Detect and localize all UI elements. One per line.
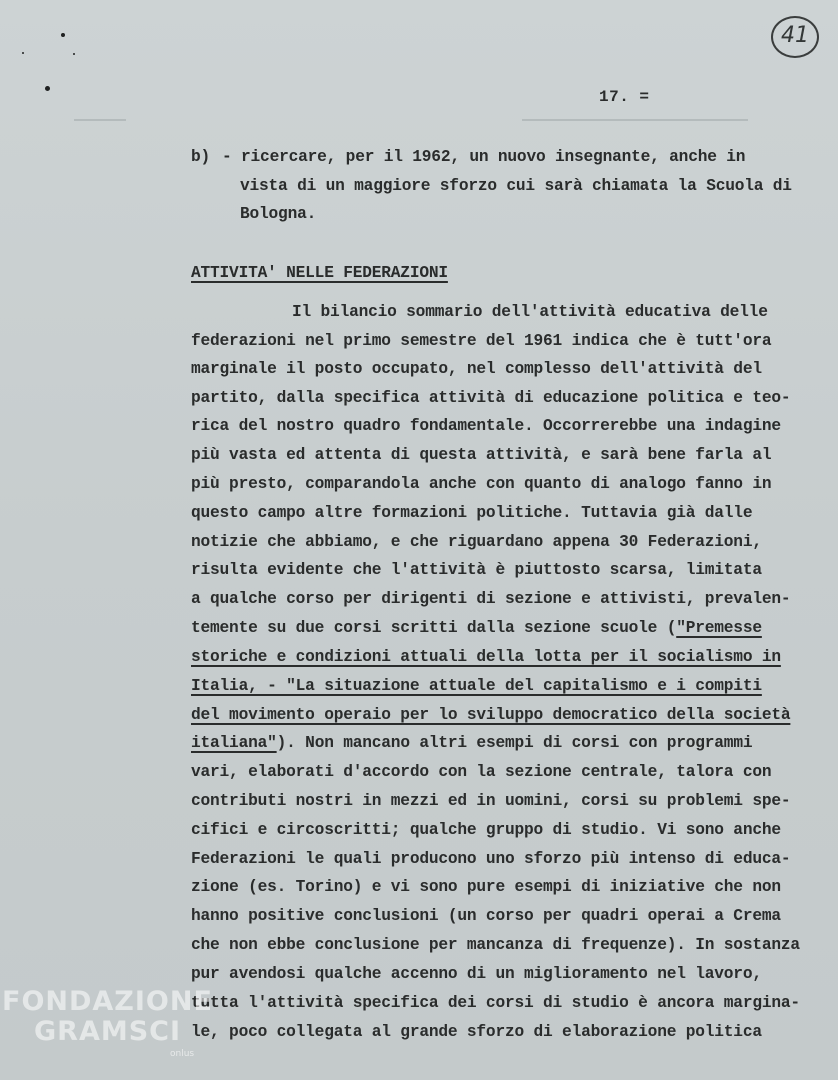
paragraph-line: le, poco collegata al grande sforzo di elaborazione politica: [191, 1023, 762, 1041]
paragraph-line: più presto, comparandola anche con quanto di analogo fanno in: [191, 475, 772, 493]
paragraph-line: risulta evidente che l'attività è piuttosto scarsa, limitata: [191, 561, 762, 579]
list-marker-b: b): [191, 148, 211, 166]
paragraph-line: più vasta ed attenta di questa attività, e sarà bene farla al: [191, 446, 772, 464]
paragraph-line: questo campo altre formazioni politiche. Tuttavia già dalle: [191, 504, 753, 522]
paragraph-line: zione (es. Torino) e vi sono pure esempi di iniziative che non: [191, 878, 781, 896]
paragraph-line: partito, dalla specifica attività di educazione politica e teo-: [191, 389, 791, 407]
archive-page-stamp: 41: [771, 16, 819, 58]
section-title: ATTIVITA' NELLE FEDERAZIONI: [191, 264, 448, 282]
paragraph-line: rica del nostro quadro fondamentale. Occorrerebbe una indagine: [191, 417, 781, 435]
paper-mark-right: [522, 119, 748, 121]
archive-watermark: [2, 986, 213, 1059]
paper-speck: [61, 33, 65, 37]
paragraph-line: marginale il posto occupato, nel complesso dell'attività del: [191, 360, 762, 378]
paragraph-line: tutta l'attività specifica dei corsi di studio è ancora margina-: [191, 994, 800, 1012]
underlined-title-line: del movimento operaio per lo sviluppo democratico della società: [191, 706, 791, 724]
paper-speck: [22, 52, 24, 54]
paragraph-line: contributi nostri in mezzi ed in uomini, corsi su problemi spe-: [191, 792, 791, 810]
watermark-top-text: FONDAZIONE: [2, 986, 213, 1017]
list-item-b-line: - ricercare, per il 1962, un nuovo insegnante, anche in: [222, 148, 746, 166]
paragraph-line: [191, 619, 762, 637]
paragraph-line: a qualche corso per dirigenti di sezione e attivisti, prevalen-: [191, 590, 791, 608]
paragraph-line: notizie che abbiamo, e che riguardano appena 30 Federazioni,: [191, 533, 762, 551]
paper-speck: [45, 86, 50, 91]
underlined-title: italiana": [191, 734, 277, 752]
list-item-b-line: Bologna.: [240, 205, 317, 223]
paragraph-line: vari, elaborati d'accordo con la sezione centrale, talora con: [191, 763, 772, 781]
paragraph-line: pur avendosi qualche accenno di un miglioramento nel lavoro,: [191, 965, 762, 983]
paragraph-line: [191, 734, 752, 752]
paragraph-line: cifici e circoscritti; qualche gruppo di studio. Vi sono anche: [191, 821, 781, 839]
paragraph-line: Il bilancio sommario dell'attività educativa delle: [292, 303, 768, 321]
paragraph-line: che non ebbe conclusione per mancanza di frequenze). In sostanza: [191, 936, 800, 954]
list-item-b-line: vista di un maggiore sforzo cui sarà chiamata la Scuola di: [240, 177, 792, 195]
watermark-small-text: onlus: [170, 1049, 195, 1059]
paper-mark-left: [74, 119, 126, 121]
underlined-title-line: Italia, - "La situazione attuale del capitalismo e i compiti: [191, 677, 762, 695]
paragraph-line: Federazioni le quali producono uno sforzo più intenso di educa-: [191, 850, 791, 868]
page-number: 17. =: [599, 88, 650, 106]
underlined-title: "Premesse: [676, 619, 762, 637]
paper-speck: [73, 53, 75, 55]
paragraph-text: temente su due corsi scritti dalla sezione scuole (: [191, 619, 677, 637]
paragraph-line: hanno positive conclusioni (un corso per quadri operai a Crema: [191, 907, 781, 925]
underlined-title-line: storiche e condizioni attuali della lotta per il socialismo in: [191, 648, 781, 666]
watermark-bottom-text: GRAMSCI: [34, 1016, 182, 1047]
paragraph-text: ). Non mancano altri esempi di corsi con programmi: [276, 734, 753, 752]
paragraph-line: federazioni nel primo semestre del 1961 indica che è tutt'ora: [191, 332, 772, 350]
